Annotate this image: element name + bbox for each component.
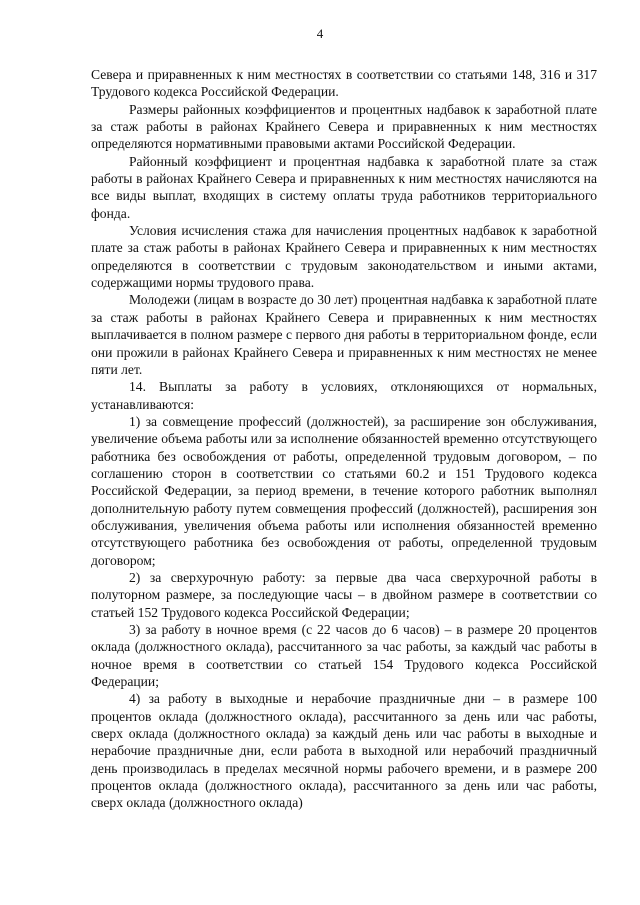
- paragraph-seniority-conditions: Условия исчисления стажа для начисления процентных надбавок к заработной плате за стаж работы в районах Крайнего Севера и приравненных к ним местностях определяются в соответствии с трудовым законодательством и иными актами, содержащими нормы трудового права.: [91, 223, 597, 291]
- paragraph-item-1-combination: 1) за совмещение профессий (должностей), за расширение зон обслуживания, увеличение объема работы или за исполнение обязанностей временно отсутствующего работника без освобождения от работы, определенной трудовым договором, – по соглашению сторон в соответствии со статьями 60.2 и 151 Трудового кодекса Российской Федерации, за период времени, в течение которого работник выполнял дополнительную работу путем совмещения профессий (должностей), расширения зон обслуживания, увеличения объема работы или исполнения обязанностей временно отсутствующего работника без освобождения от работы, определенной трудовым договором;: [91, 413, 597, 568]
- paragraph-section-14: 14. Выплаты за работу в условиях, отклоняющихся от нормальных, устанавливаются:: [91, 379, 597, 412]
- page-number: 4: [316, 26, 324, 41]
- paragraph-youth-allowance: Молодежи (лицам в возрасте до 30 лет) процентная надбавка к заработной плате за стаж работы в районах Крайнего Севера и приравненных к ним местностях выплачивается в полном размере с первого дня работы в территориальном фонде, если они прожили в районах Крайнего Севера и приравненных к ним местностях не менее пяти лет.: [91, 292, 597, 377]
- paragraph-coefficient-accrual: Районный коэффициент и процентная надбавка к заработной плате за стаж работы в районах Крайнего Севера и приравненных к ним местностях начисляются на все виды выплат, входящих в систему оплаты труда работников территориального фонда.: [91, 153, 597, 221]
- document-body: [91, 66, 597, 812]
- paragraph-coefficient-sizes: Размеры районных коэффициентов и процентных надбавок к заработной плате за стаж работы в районах Крайнего Севера и приравненных к ним местностях определяются нормативными правовыми актами Российской Федерации.: [91, 101, 597, 152]
- paragraph-continuation: Севера и приравненных к ним местностях в соответствии со статьями 148, 316 и 317 Трудового кодекса Российской Федерации.: [91, 67, 597, 100]
- paragraph-item-4-weekend-work: 4) за работу в выходные и нерабочие праздничные дни – в размере 100 процентов оклада (должностного оклада), рассчитанного за день или час работы, сверх оклада (должностного оклада) за каждый день или час работы в выходные и нерабочие праздничные дни, если работа в выходной или нерабочий праздничный день производилась в пределах месячной нормы рабочего времени, и в размере 200 процентов оклада (должностного оклада), рассчитанного за день или час работы, сверх оклада (должностного оклада): [91, 691, 597, 811]
- paragraph-item-3-night-work: 3) за работу в ночное время (с 22 часов до 6 часов) – в размере 20 процентов оклада (должностного оклада), рассчитанного за час работы, за каждый час работы в ночное время в соответствии со статьей 154 Трудового кодекса Российской Федерации;: [91, 622, 597, 690]
- paragraph-item-2-overtime: 2) за сверхурочную работу: за первые два часа сверхурочной работы в полуторном размере, за последующие часы – в двойном размере в соответствии со статьей 152 Трудового кодекса Российской Федерации;: [91, 569, 597, 620]
